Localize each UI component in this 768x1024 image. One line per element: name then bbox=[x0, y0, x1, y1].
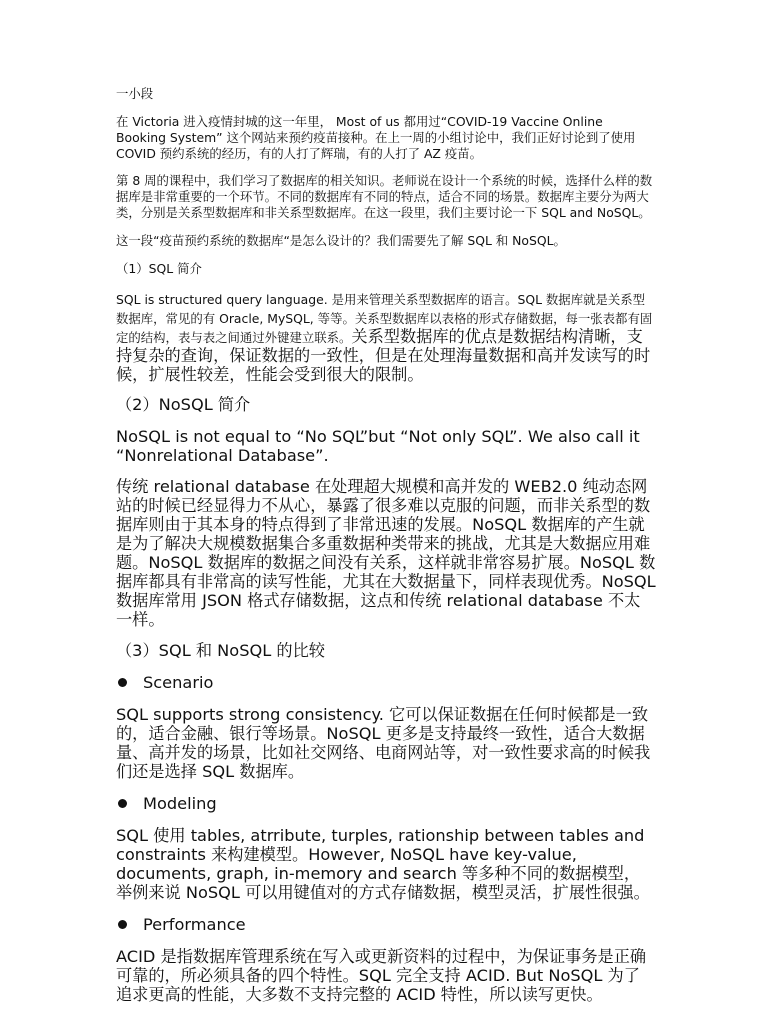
comparison-heading: （3）SQL 和 NoSQL 的比较 bbox=[116, 641, 325, 660]
sql-intro-text-small: SQL is structured query language. 是用来管理关系型数据库的语言。SQL 数据库就是关系型数据库，常见的有 Oracle, MySQL, 等等。关系型数据库以表格的形式存储数据，每一张表都有固定的结构，表与表之间通过外键建立联系。 bbox=[116, 292, 653, 345]
bullet-label: Scenario bbox=[143, 673, 214, 692]
nosql-definition-paragraph: NoSQL is not equal to “No SQL”but “Not only SQL”. We also call it “Nonrelational Database”. bbox=[116, 427, 640, 465]
sql-intro-text-large: 关系型数据库的优点是数据结构清晰，支持复杂的查询，保证数据的一致性，但是在处理海量数据和高并发读写的时候，扩展性较差，性能会受到很大的限制。 bbox=[116, 327, 651, 384]
bullet-dot-icon bbox=[118, 920, 127, 929]
document-body bbox=[116, 86, 656, 1004]
bullet-label: Modeling bbox=[143, 794, 217, 813]
bullet-label: Performance bbox=[143, 915, 246, 934]
nosql-detail-paragraph: 传统 relational database 在处理超大规模和高并发的 WEB2.0 纯动态网站的时候已经显得力不从心，暴露了很多难以克服的问题，而非关系型的数据库则由于其本身的特点得到了非常迅速的发展。NoSQL 数据库的产生就是为了解决大规模数据集合多重数据种类带来的挑战，尤其是大数据应用难题。NoSQL 数据库的数据之间没有关系，这样就非常容易扩展。NoSQL 数据库都具有非常高的读写性能，尤其在大数据量下，同样表现优秀。NoSQL 数据库常用 JSON 格式存储数据，这点和传统 relational database 不太一样。 bbox=[116, 477, 656, 629]
scenario-paragraph: SQL supports strong consistency. 它可以保证数据在任何时候都是一致的，适合金融、银行等场景。NoSQL 更多是支持最终一致性，适合大数据量、高并发的场景，比如社交网络、电商网站等，对一致性要求高的时候我们还是选择 SQL 数据库。 bbox=[116, 705, 651, 781]
question-paragraph: 这一段“疫苗预约系统的数据库“是怎么设计的？我们需要先了解 SQL 和 NoSQL。 bbox=[116, 233, 566, 248]
modeling-paragraph: SQL 使用 tables, atrribute, turples, rationship between tables and constraints 来构建模型。However, NoSQL have key-value, documents, graph, in-memory and search 等多种不同的数据模型，举例来说 NoSQL 可以用键值对的方式存储数据，模型灵活，扩展性很强。 bbox=[116, 826, 650, 902]
nosql-intro-heading: （2）NoSQL 简介 bbox=[116, 395, 251, 414]
bullet-dot-icon bbox=[118, 799, 127, 808]
database-paragraph: 第 8 周的课程中，我们学习了数据库的相关知识。老师说在设计一个系统的时候，选择什么样的数据库是非常重要的一个环节。不同的数据库有不同的特点，适合不同的场景。数据库主要分为两大类，分别是关系型数据库和非关系型数据库。在这一段里，我们主要讨论一下 SQL and NoSQL。 bbox=[116, 173, 653, 220]
bullet-modeling bbox=[116, 794, 656, 813]
sql-intro-heading: （1）SQL 简介 bbox=[116, 261, 202, 276]
bullet-scenario bbox=[116, 673, 656, 692]
sql-intro-paragraph bbox=[116, 289, 656, 384]
bullet-performance bbox=[116, 915, 656, 934]
bullet-dot-icon bbox=[118, 678, 127, 687]
section-heading: 一小段 bbox=[116, 86, 154, 101]
performance-paragraph: ACID 是指数据库管理系统在写入或更新资料的过程中，为保证事务是正确可靠的，所必须具备的四个特性。SQL 完全支持 ACID. But NoSQL 为了追求更高的性能，大多数不支持完整的 ACID 特性，所以读写更快。 bbox=[116, 947, 647, 1004]
intro-paragraph: 在 Victoria 进入疫情封城的这一年里， Most of us 都用过“COVID-19 Vaccine Online Booking System” 这个网站来预约疫苗接种。在上一周的小组讨论中，我们正好讨论到了使用 COVID 预约系统的经历，有的人打了辉瑞，有的人打了 AZ 疫苗。 bbox=[116, 114, 636, 161]
